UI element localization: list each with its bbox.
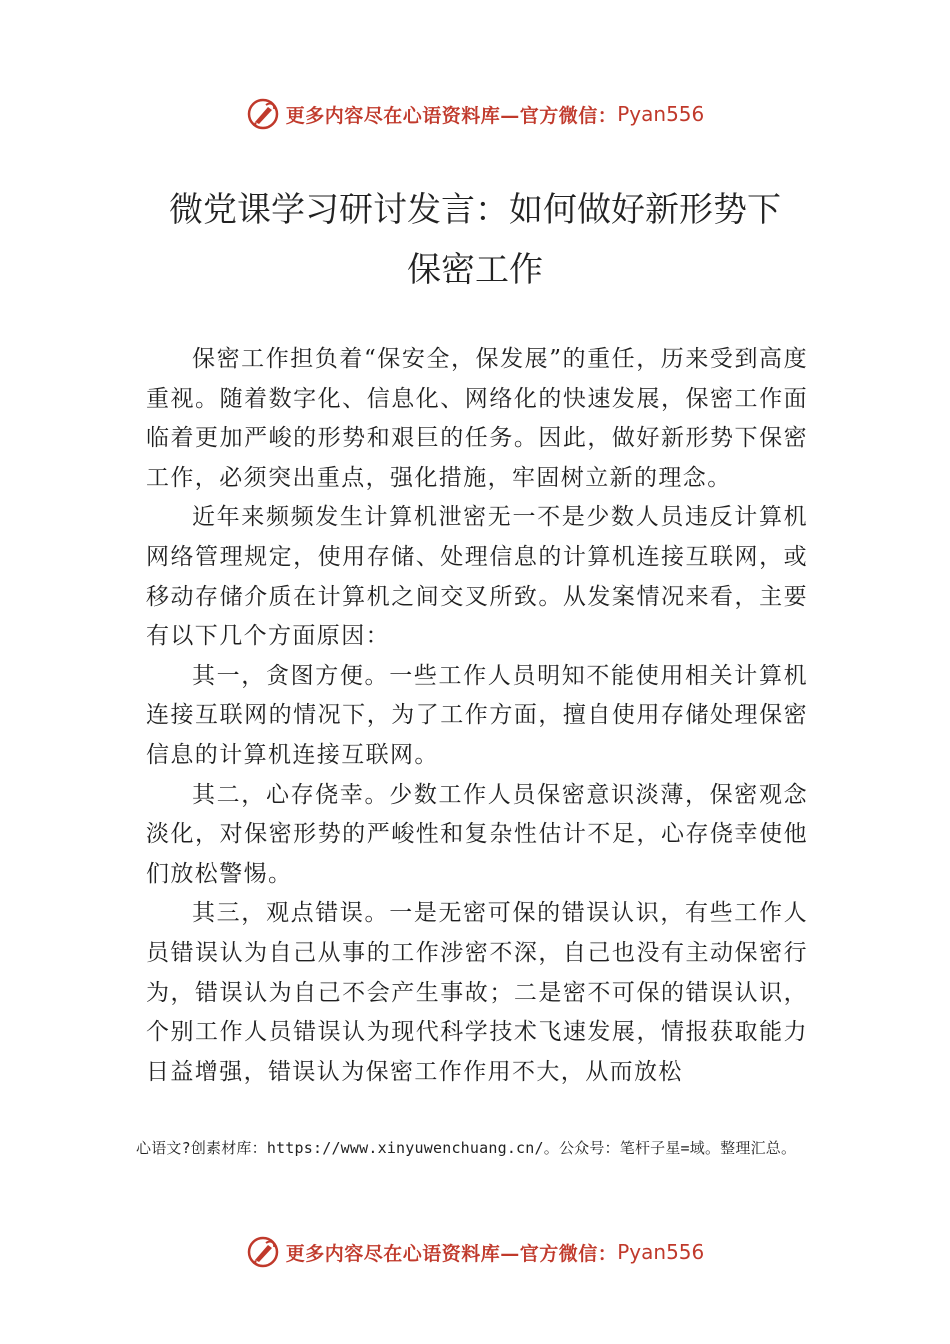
paragraph: 其二，心存侥幸。少数工作人员保密意识淡薄，保密观念淡化，对保密形势的严峻性和复杂性估计不足，心存侥幸使他们放松警惕。 — [146, 781, 808, 887]
title-line-1: 微党课学习研讨发言：如何做好新形势下 — [169, 190, 781, 230]
title-line-2: 保密工作 — [407, 250, 543, 290]
banner-wechat-id: Pyan556 — [617, 102, 705, 126]
banner-wechat-label: 官方微信： — [519, 1242, 618, 1265]
paragraph: 其一，贪图方便。一些工作人员明知不能使用相关计算机连接互联网的情况下，为了工作方面，擅自使用存储处理保密信息的计算机连接互联网。 — [146, 662, 808, 768]
paragraph: 其三，观点错误。一是无密可保的错误认识，有些工作人员错误认为自己从事的工作涉密不深，自己也没有主动保密行为，错误认为自己不会产生事故；二是密不可保的错误认识，个别工作人员错误认为现代科学技术飞速发展，情报获取能力日益增强，错误认为保密工作作用不大，从而放松 — [146, 900, 808, 1085]
banner-wechat-id: Pyan556 — [617, 1240, 705, 1264]
banner-text: 更多内容尽在心语资料库— — [285, 104, 520, 127]
banner-text: 更多内容尽在心语资料库— — [285, 1242, 520, 1265]
source-note: 心语文?创素材库：https://www.xinyuwenchuang.cn/。公众号：笔杆子星=域。整理汇总。 — [136, 1139, 797, 1157]
document-body — [146, 340, 808, 1092]
paragraph: 近年来频频发生计算机泄密无一不是少数人员违反计算机网络管理规定，使用存储、处理信息的计算机连接互联网，或移动存储介质在计算机之间交叉所致。从发案情况来看，主要有以下几个方面原因： — [146, 504, 808, 650]
pen-quill-icon — [246, 1235, 280, 1269]
pen-quill-icon — [246, 97, 280, 131]
document-title — [100, 180, 850, 300]
paragraph: 保密工作担负着“保安全，保发展”的重任，历来受到高度重视。随着数字化、信息化、网络化的快速发展，保密工作面临着更加严峻的形势和艰巨的任务。因此，做好新形势下保密工作，必须突出重点，强化措施，牢固树立新的理念。 — [146, 346, 808, 491]
header-banner — [0, 94, 950, 134]
footer-banner — [0, 1232, 950, 1272]
banner-wechat-label: 官方微信： — [519, 104, 618, 127]
